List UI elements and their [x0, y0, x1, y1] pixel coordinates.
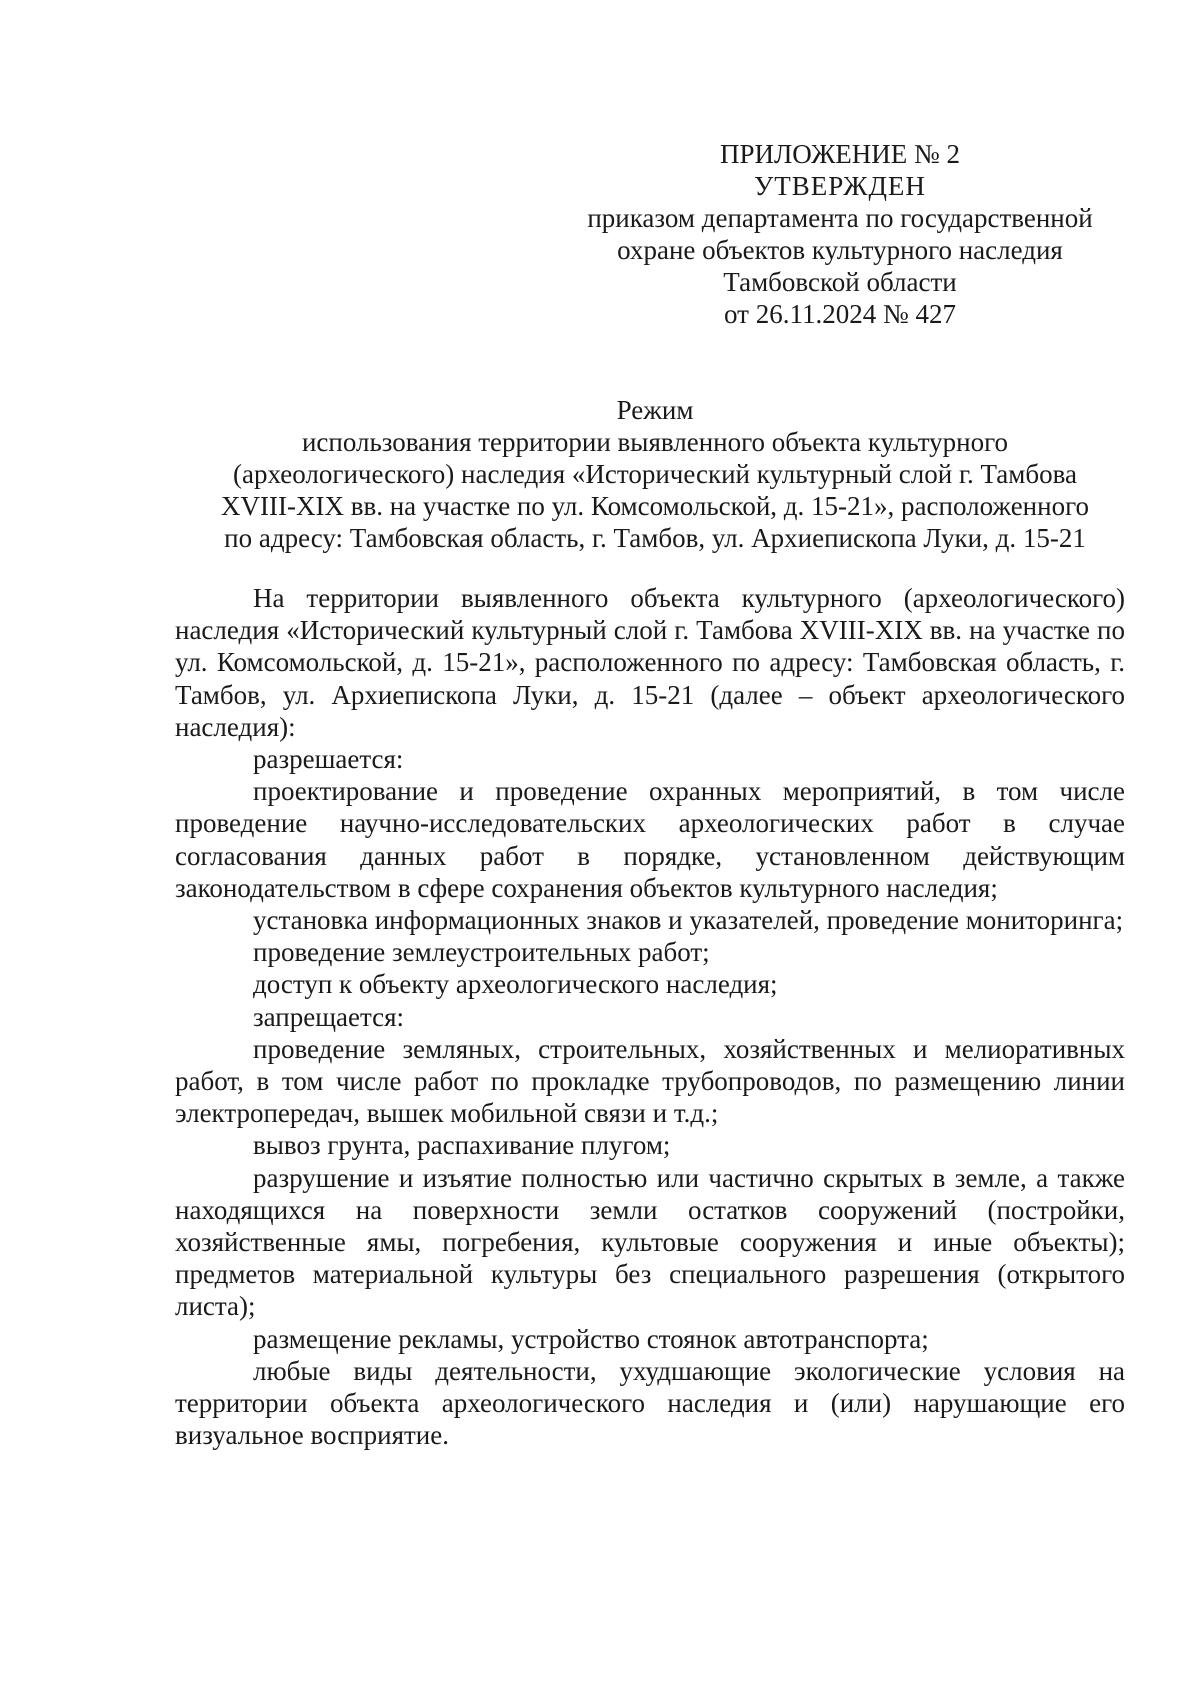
allowed-item: доступ к объекту археологического наследия;	[253, 969, 778, 1000]
forbidden-item: любые виды деятельности, ухудшающие экологические условия на территории объекта археологического наследия и (или) нарушающие его визуальное восприятие.	[175, 1355, 1125, 1451]
document-body	[175, 582, 1125, 1451]
allowed-item: проектирование и проведение охранных мероприятий, в том числе проведение научно-исследовательских археологических работ в случае согласования данных работ в порядке, установленном действующим законодательством в сфере сохранения объектов культурного наследия;	[175, 776, 1125, 903]
title-line: по адресу: Тамбовская область, г. Тамбов, ул. Архиепископа Луки, д. 15-21	[224, 523, 1086, 553]
forbidden-item: разрушение и изъятие полностью или частично скрытых в земле, а также находящихся на поверхности земли остатков сооружений (постройки, хозяйственные ямы, погребения, культовые сооружения и иные объекты); предметов материальной культуры без специального разрешения (открытого листа);	[175, 1162, 1125, 1322]
title-line: использования территории выявленного объекта культурного	[301, 427, 1009, 457]
allowed-item: установка информационных знаков и указателей, проведение мониторинга;	[253, 905, 1124, 936]
allowed-label: разрешается:	[253, 744, 404, 775]
intro-paragraph: На территории выявленного объекта культурного (археологического) наследия «Исторический культурный слой г. Тамбова XVIII-XIX вв. на участке по ул. Комсомольской, д. 15-21», расположенного по адресу: Тамбовская область, г. Тамбов, ул. Архиепископа Луки, д. 15-21 (далее – объект археологического наследия):	[175, 583, 1125, 742]
approved-label: УТВЕРЖДЕН	[754, 171, 926, 201]
forbidden-item: проведение земляных, строительных, хозяйственных и мелиоративных работ, в том числе работ по прокладке трубопроводов, по размещению линии электропередач, вышек мобильной связи и т.д.;	[175, 1033, 1125, 1129]
approval-line: приказом департамента по государственной	[587, 203, 1093, 233]
appendix-number: ПРИЛОЖЕНИЕ № 2	[719, 139, 961, 169]
forbidden-label: запрещается:	[253, 1001, 405, 1032]
forbidden-item: вывоз грунта, распахивание плугом;	[253, 1130, 671, 1161]
approval-line: охране объектов культурного наследия	[617, 235, 1063, 265]
forbidden-item: размещение рекламы, устройство стоянок автотранспорта;	[253, 1323, 929, 1354]
title-line: (археологического) наследия «Исторический культурный слой г. Тамбова	[232, 459, 1077, 489]
title-heading: Режим	[616, 395, 694, 425]
title-line: XVIII-XIX вв. на участке по ул. Комсомольской, д. 15-21», расположенного	[221, 491, 1089, 521]
approval-date-number: от 26.11.2024 № 427	[724, 299, 956, 329]
document-title	[175, 394, 1135, 554]
approval-stamp-block	[560, 138, 1120, 330]
approval-line: Тамбовской области	[723, 267, 957, 297]
allowed-item: проведение землеустроительных работ;	[253, 937, 710, 968]
